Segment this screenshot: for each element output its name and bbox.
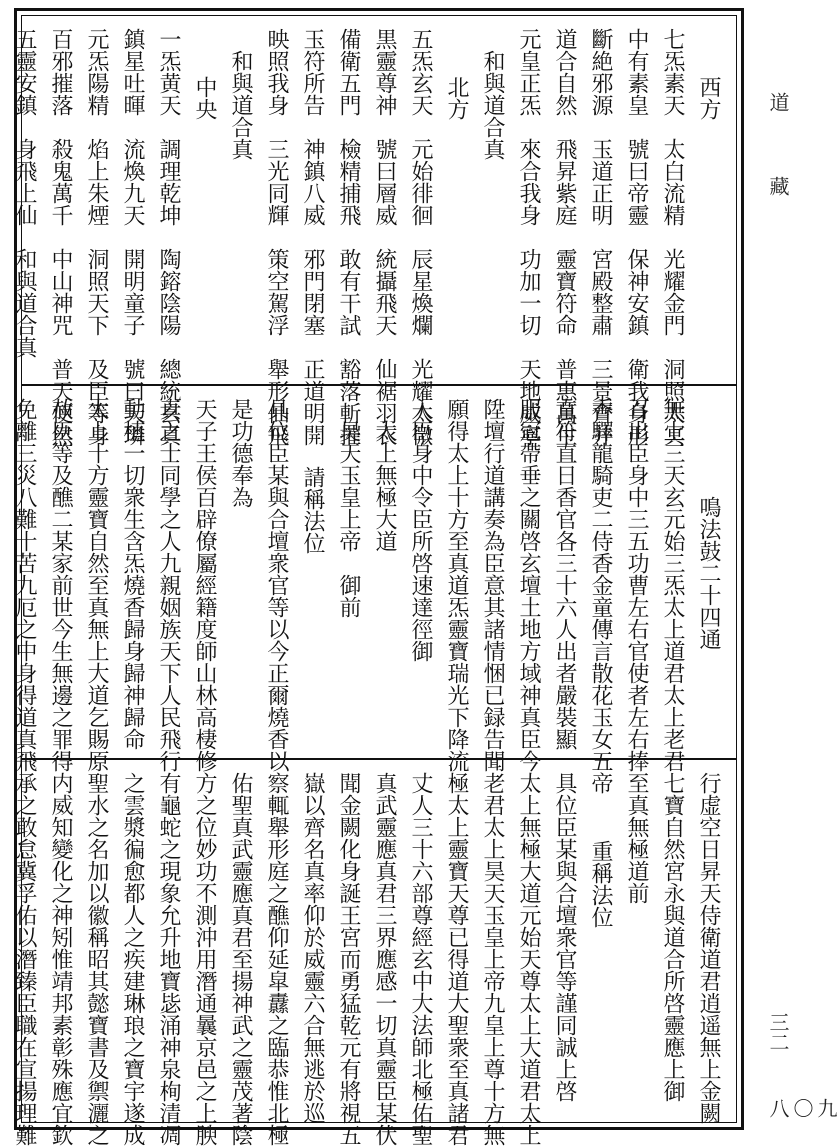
text-column: 老君太上昊天玉皇上帝九皇上尊十方無: [480, 772, 505, 1146]
text-column: 之雲漿徧愈都人之疾建琳琅之寶宇遂成: [120, 772, 145, 1146]
text-column: 斷絶邪源 玉道正明 宮殿整肅 三景齊并: [588, 28, 613, 446]
text-column: 太上無極大道元始天尊太上大道君太上: [516, 772, 541, 1146]
collection-title-a: 道: [766, 92, 790, 112]
text-column: 百邪摧落 殺鬼萬千 中山神咒 普天使然: [48, 28, 73, 446]
page-frame: [12, 8, 744, 1146]
text-column: 太上十方靈寶自然至真無上大道乞賜原: [84, 398, 109, 772]
text-column: 無上三天玄元始三炁太上道君太上老君: [660, 398, 685, 772]
text-column: 香驛龍騎吏二侍香金童傳言散花玉女五帝: [588, 398, 613, 794]
text-band-top: [12, 16, 736, 446]
text-column: 動植一切衆生含炁燒香歸身歸神歸命: [120, 398, 145, 750]
text-column: 至真無極道前: [624, 772, 649, 904]
text-column: 一炁黄天 調理乾坤 陶鎔陰陽 總統玄真: [156, 28, 181, 446]
volume-number: 三二: [766, 1012, 790, 1052]
text-column: 北方: [444, 76, 469, 120]
text-band-bottom: [12, 760, 736, 1146]
text-column: 極太上靈寶天尊已得道大聖衆至真諸君: [444, 772, 469, 1146]
text-column: 佑聖真武靈應真君至揚神武之靈茂著陰: [228, 772, 253, 1146]
page-frame-inner: [12, 15, 737, 1146]
page-margin: [756, 0, 838, 1136]
text-column: 是功德奉為: [228, 398, 253, 508]
text-column: 七炁素天 太白流精 光耀金門 洞照太冥: [660, 28, 685, 446]
text-column: 黒靈尊神 號曰層威 統攝飛天 仙裾羽衣: [372, 28, 397, 446]
text-column: 真武靈應真君三界應感一切真靈臣某伏: [372, 772, 397, 1146]
text-column: 方之位妙功不測沖用潛通曩京邑之上腴: [192, 772, 217, 1146]
text-column: 元皇正炁 來合我身 功加一切 天地威寧: [516, 28, 541, 446]
text-column: 有龜蛇之現象允升地寶毖涌神泉栒清凋: [156, 772, 181, 1146]
text-column: 備衛五門 檢精捕飛 敢有干試 豁落斬摧: [336, 28, 361, 446]
text-column: 道合自然 飛昇紫庭 靈寶符命 普惠萬生: [552, 28, 577, 446]
text-column: 和與道合真: [480, 50, 505, 160]
text-column: 察輒舉形庭之醮仰延皐纛之臨恭惟北極: [264, 772, 289, 1146]
text-column: 丈人三十六部尊經玄中大法師北極佑聖: [408, 772, 433, 1146]
text-column: 中央: [192, 76, 217, 120]
text-column: 中有素皇 號曰帝靈 保神安鎮 衛我身形: [624, 28, 649, 446]
text-column: 召出臣身中三五功曹左右官使者左右捧: [624, 398, 649, 772]
text-column: 鎮星吐暉 流煥九天 開明童子 號曰天璘: [120, 28, 145, 446]
text-column: 真之士同學之人九親姻族天下人民飛行: [156, 398, 181, 772]
text-column: 入臣身中令臣所啓速達徑御: [408, 398, 433, 662]
text-column: 承之敢怠冀孚佑以潛臻臣職在宣揚理難: [12, 772, 37, 1146]
text-band-middle: [12, 386, 736, 794]
text-column: 内威知變化之神矧惟靖邦素彰殊應宜欽: [48, 772, 73, 1146]
text-column: 免離三災八難十苦九厄之中身得道真飛: [12, 398, 37, 772]
text-column: 和與道合真: [228, 50, 253, 160]
text-column: 聞金闕化身誕王宮而勇猛乾元有將視五: [336, 772, 361, 1146]
page-number: 九〇八: [766, 1098, 838, 1118]
text-column: 映照我身 三光同輝 策空駕浮 舉形仙飛: [264, 28, 289, 446]
text-column: 直符直日香官各三十六人出者嚴裝顯: [552, 398, 577, 750]
text-column: 具位臣某與合壇衆官等以今正爾燒香以: [264, 398, 289, 772]
text-column: 重稱法位: [588, 840, 613, 928]
text-column: 玉符所告 神鎮八威 邪門閉塞 正道明開: [300, 28, 325, 446]
text-column: 行虚空日昇天侍衛道君逍遥無上金闕: [696, 772, 721, 1124]
text-column: 西方: [696, 76, 721, 120]
text-column: 五靈安鎮 身飛上仙 和與道合真: [12, 28, 37, 358]
text-column: 太上無極大道: [372, 420, 397, 552]
text-column: 聖水之名加以徽稱昭其懿寶書及禦灑之: [84, 772, 109, 1146]
text-column: 鳴法鼓二十四通: [696, 496, 721, 650]
collection-title-b: 藏: [766, 176, 790, 196]
text-column: 昊天玉皇上帝 御前: [336, 420, 361, 618]
text-column: 服冠帶垂之關啓玄壇土地方域神真臣今: [516, 398, 541, 772]
text-column: 七寶自然宮永與道合所啓靈應上御: [660, 772, 685, 1102]
text-column: 五炁玄天 元始徘徊 辰星煥爛 光耀太微: [408, 28, 433, 446]
text-column: 請稱法位: [300, 466, 325, 554]
text-column: 具位臣某與合壇衆官等謹同誠上啓: [552, 772, 577, 1102]
text-column: 赦臣等及醮二某家前世今生無邊之罪得: [48, 398, 73, 772]
text-column: 天子王侯百辟僚屬經籍度師山林高棲修: [192, 398, 217, 772]
text-column: 陞壇行道講奏為臣意其諸情悃已録告聞: [480, 398, 505, 772]
text-column: 嶽以齊名真率仰於威靈六合無逃於巡: [300, 772, 325, 1124]
text-column: 元炁陽精 焰上朱煙 洞照天下 及臣等身: [84, 28, 109, 446]
text-column: 願得太上十方至真道炁靈寶瑞光下降流: [444, 398, 469, 772]
